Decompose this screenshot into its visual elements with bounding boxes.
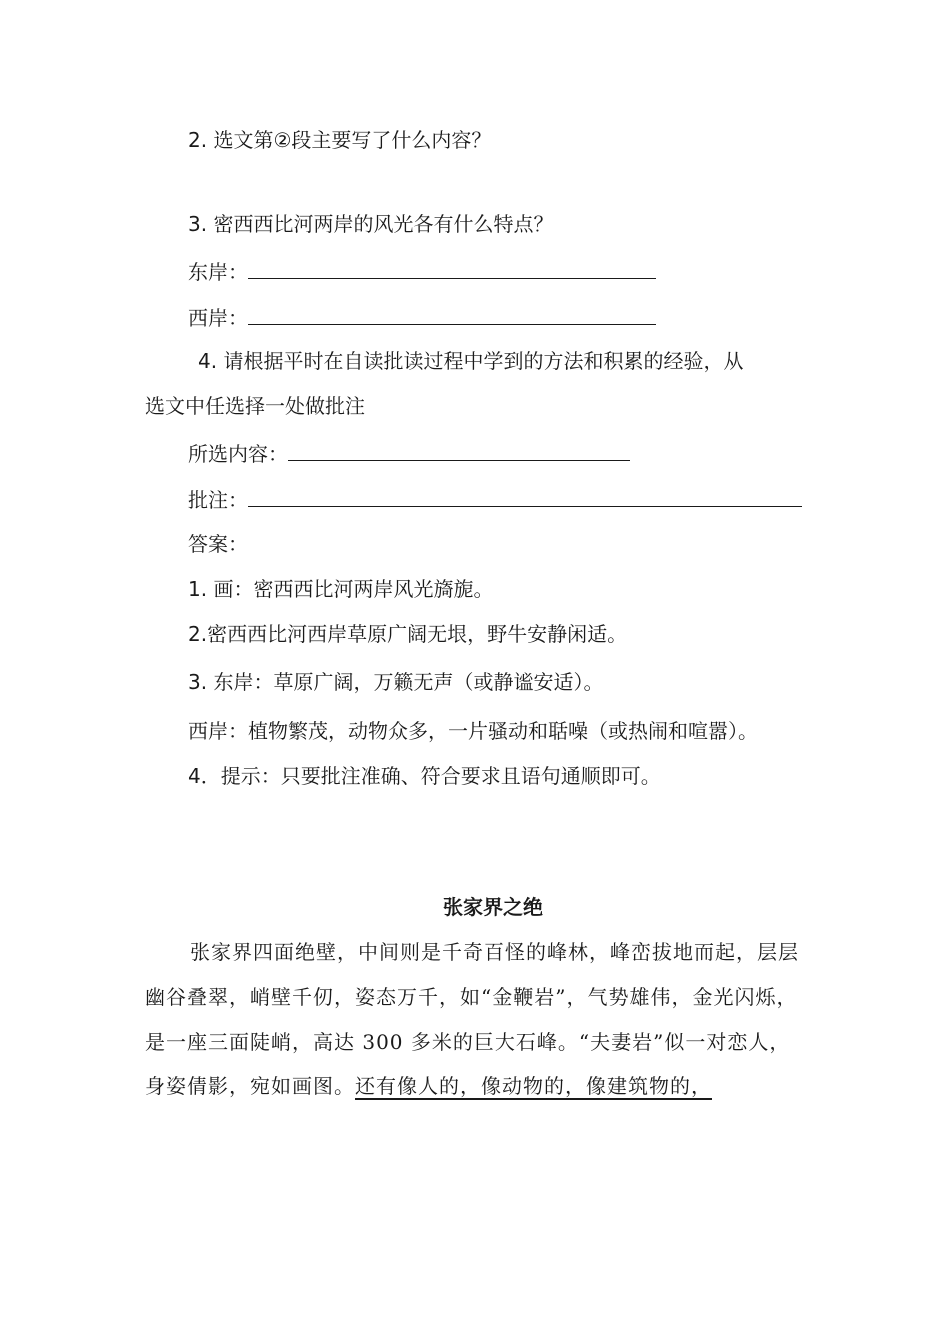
east-bank-label: 东岸： <box>188 260 248 284</box>
answer-3-west: 西岸：植物繁茂，动物众多，一片骚动和聒噪（或热闹和喧嚣）。 <box>188 719 758 743</box>
passage-line-3: 是一座三面陡峭，高达 300 多米的巨大石峰。“夫妻岩”似一对恋人， <box>145 1030 791 1054</box>
east-bank-answer-blank[interactable] <box>248 256 656 279</box>
answer-2: 2.密西西比河西岸草原广阔无垠，野牛安静闲适。 <box>188 622 628 646</box>
question-4-line1: 4. 请根据平时在自读批读过程中学到的方法和积累的经验，从 <box>198 349 744 373</box>
passage-line-4-plain: 身姿倩影，宛如画图。 <box>145 1074 355 1098</box>
answers-heading: 答案： <box>188 532 248 556</box>
passage-line-4 <box>145 1072 712 1100</box>
east-bank-row <box>188 256 656 286</box>
answer-1: 1. 画：密西西比河两岸风光旖旎。 <box>188 577 494 601</box>
selected-content-label: 所选内容： <box>188 442 288 466</box>
west-bank-answer-blank[interactable] <box>248 302 656 325</box>
annotation-row <box>188 484 802 514</box>
passage-title: 张家界之绝 <box>443 895 543 919</box>
passage-line-1: 张家界四面绝壁，中间则是千奇百怪的峰林，峰峦拔地而起，层层 <box>190 940 799 964</box>
west-bank-row <box>188 302 656 332</box>
question-4-line2: 选文中任选择一处做批注 <box>145 394 365 418</box>
selected-content-row <box>188 438 630 468</box>
question-3: 3. 密西西比河两岸的风光各有什么特点？ <box>188 212 554 236</box>
passage-line-2: 幽谷叠翠，峭壁千仞，姿态万千，如“金鞭岩”，气势雄伟，金光闪烁， <box>145 985 798 1009</box>
answer-4: 4．提示：只要批注准确、符合要求且语句通顺即可。 <box>188 764 661 788</box>
answer-3-east: 3. 东岸：草原广阔，万籁无声（或静谧安适）。 <box>188 670 604 694</box>
annotation-blank[interactable] <box>248 484 802 507</box>
question-2: 2. 选文第②段主要写了什么内容？ <box>188 128 492 152</box>
passage-underlined-sentence: 还有像人的，像动物的，像建筑物的， <box>355 1074 712 1098</box>
annotation-label: 批注： <box>188 488 248 512</box>
west-bank-label: 西岸： <box>188 306 248 330</box>
selected-content-blank[interactable] <box>288 438 630 461</box>
